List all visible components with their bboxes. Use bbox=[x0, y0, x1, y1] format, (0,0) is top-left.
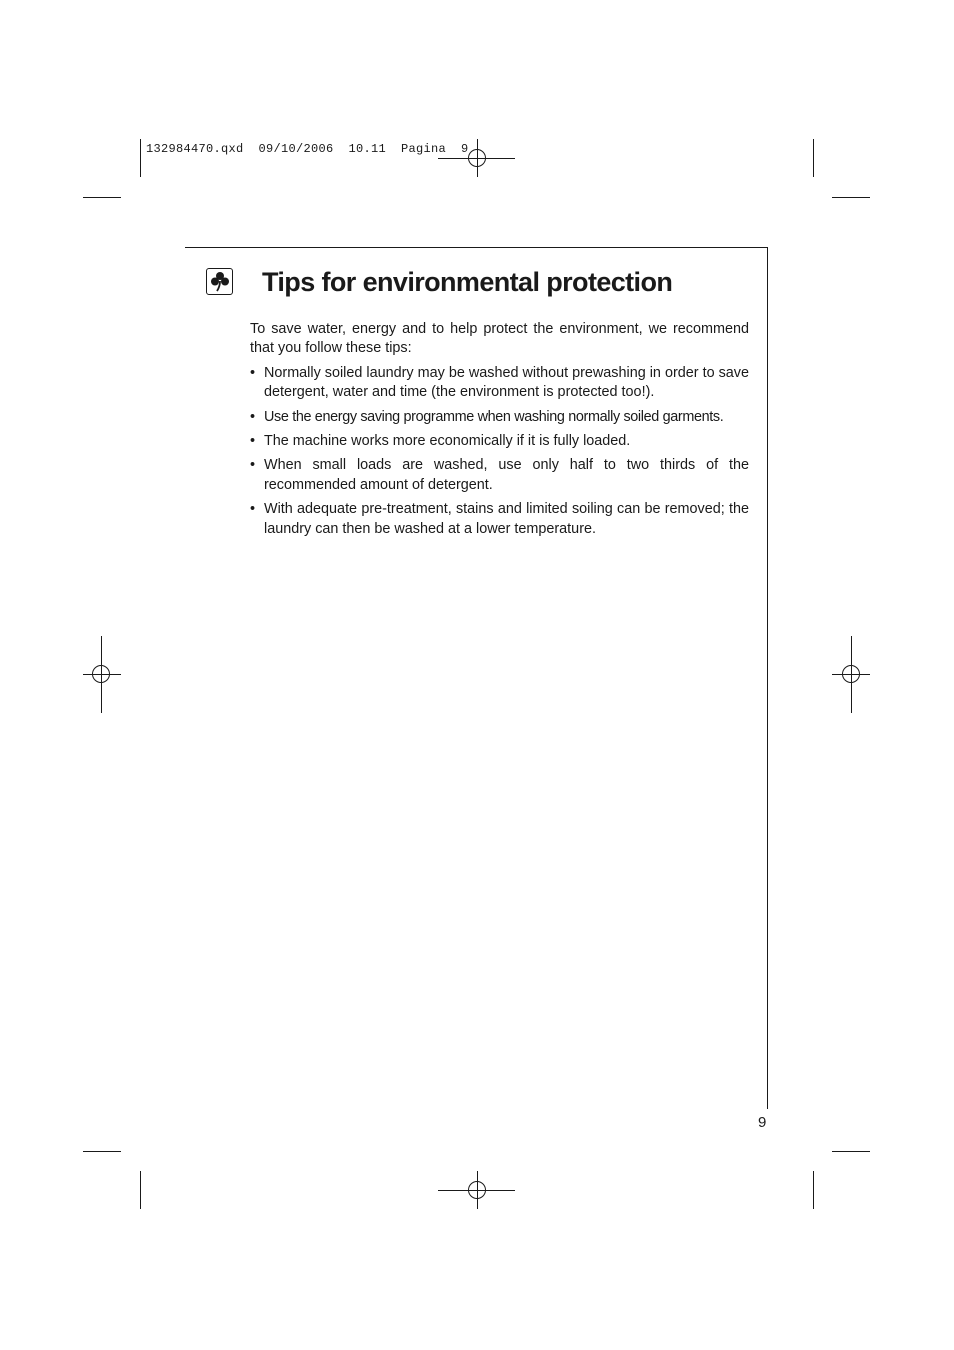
list-item bbox=[250, 456, 749, 495]
page-frame-right-rule bbox=[767, 247, 768, 1109]
bullet-icon: • bbox=[250, 433, 256, 450]
list-item bbox=[250, 364, 749, 403]
bullet-icon: • bbox=[250, 364, 256, 381]
crop-mark bbox=[813, 1171, 814, 1209]
tips-list bbox=[250, 364, 749, 539]
page-frame-top-rule bbox=[185, 247, 768, 248]
page-title: Tips for environmental protection bbox=[262, 267, 673, 297]
tip-text: When small loads are washed, use only half to two thirds of the recommended amount of detergent. bbox=[264, 457, 749, 493]
bullet-icon: • bbox=[250, 408, 256, 425]
file-slug-line: 132984470.qxd 09/10/2006 10.11 Pagina 9 bbox=[146, 142, 469, 156]
bullet-icon: • bbox=[250, 457, 256, 474]
bullet-icon: • bbox=[250, 501, 256, 518]
tips-content bbox=[250, 320, 749, 544]
list-item bbox=[250, 408, 749, 427]
clover-icon bbox=[206, 268, 233, 295]
page-number: 9 bbox=[758, 1114, 767, 1131]
crop-mark bbox=[140, 1171, 141, 1209]
list-item bbox=[250, 432, 749, 451]
tip-text: Normally soiled laundry may be washed without prewashing in order to save detergent, water and time (the environment is protected too!). bbox=[264, 364, 749, 401]
crop-mark bbox=[83, 1151, 121, 1152]
list-item bbox=[250, 500, 749, 539]
crop-mark bbox=[832, 197, 870, 198]
tip-text: Use the energy saving programme when washing normally soiled garments. bbox=[264, 408, 724, 425]
tip-text: The machine works more economically if it is fully loaded. bbox=[264, 433, 631, 450]
crop-mark bbox=[83, 197, 121, 198]
tip-text: With adequate pre-treatment, stains and limited soiling can be removed; the laundry can then be washed at a lower temperature. bbox=[264, 501, 749, 537]
crop-mark bbox=[140, 139, 141, 177]
intro-paragraph: To save water, energy and to help protect the environment, we recommend that you follow these tips: bbox=[250, 321, 749, 357]
crop-mark bbox=[832, 1151, 870, 1152]
crop-mark bbox=[813, 139, 814, 177]
